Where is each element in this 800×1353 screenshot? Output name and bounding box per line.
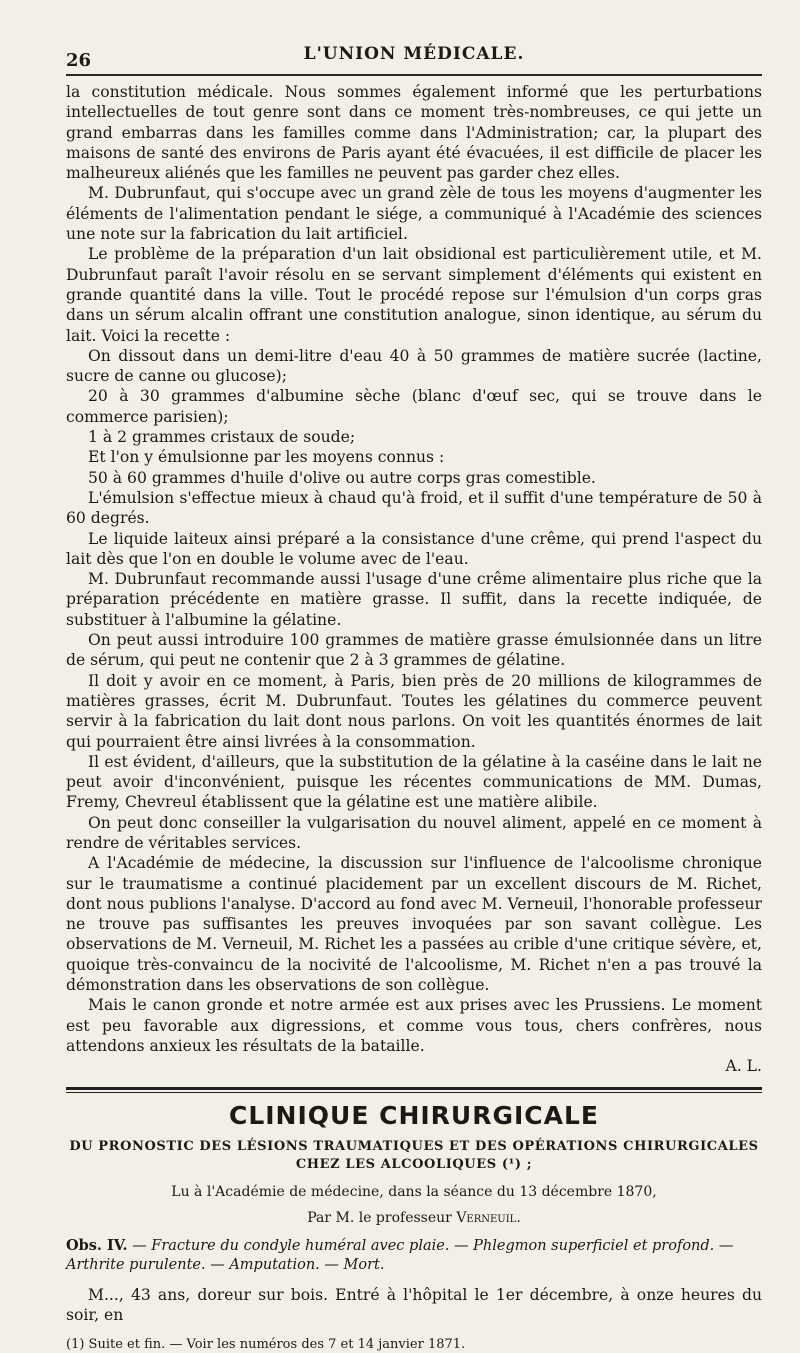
observation-text: — Fracture du condyle huméral avec plaie. — Phlegmon superficiel et profond. — Arthrite purulente. — Amputation. — Mort.	[66, 1237, 734, 1273]
article-title: DU PRONOSTIC DES LÉSIONS TRAUMATIQUES ET DES OPÉRATIONS CHIRURGICALES CHEZ LES ALCOOLIQUES (¹) ;	[69, 1138, 759, 1172]
paragraph: L'émulsion s'effectue mieux à chaud qu'à froid, et il suffit d'une température de 50 à 60 degrés.	[66, 488, 762, 528]
paragraph: 50 à 60 grammes d'huile d'olive ou autre corps gras comestible.	[88, 468, 596, 487]
paragraph: M. Dubrunfaut recommande aussi l'usage d'une crême alimentaire plus riche que la préparation précédente en matière grasse. Il suffit, dans la recette indiquée, de substituer à l'albumine la gélatine.	[66, 570, 762, 629]
paragraph: 1 à 2 grammes cristaux de soude;	[88, 428, 356, 447]
paragraph: Le liquide laiteux ainsi préparé a la consistance d'une crême, qui prend l'aspect du lait dès que l'on en double le volume avec de l'eau.	[66, 529, 762, 568]
section-divider	[66, 1087, 762, 1093]
paragraph: On peut donc conseiller la vulgarisation du nouvel aliment, appelé en ce moment à rendre de véritables services.	[66, 813, 762, 852]
article-subtitle: Lu à l'Académie de médecine, dans la séance du 13 décembre 1870,	[171, 1183, 657, 1200]
footnote: (1) Suite et fin. — Voir les numéros des 7 et 14 janvier 1871.	[66, 1336, 466, 1352]
section-title: CLINIQUE CHIRURGICALE	[228, 1100, 600, 1130]
author-name: Verneuil.	[456, 1209, 521, 1226]
page-header	[66, 42, 762, 72]
header-rule	[66, 74, 762, 76]
paragraph: la constitution médicale. Nous sommes également informé que les perturbations intellectuelles de tout genre sont dans ce moment très-nombreuses, ce qui jette un grand embarras dans les familles comme dans l'Administration; car, la plupart des maisons de santé des environs de Paris ayant été évacuées, il est difficile de placer les malheureux aliénés que les familles ne peuvent pas garder chez elles.	[66, 83, 762, 183]
paragraph: A l'Académie de médecine, la discussion sur l'influence de l'alcoolisme chronique sur le traumatisme a continué placidement par un excellent discours de M. Richet, dont nous publions l'analyse. D'accord au fond avec M. Verneuil, l'honorable professeur ne trouve pas suffisantes les preuves invoquées par son savant collègue. Les observations de M. Verneuil, M. Richet les a passées au crible d'une critique sévère, et, quoique très-convaincu de la nocivité de l'alcoolisme, M. Richet n'en a pas trouvé la démonstration dans les observations de son collègue.	[66, 854, 762, 995]
author-prefix: Par M. le professeur	[307, 1209, 452, 1226]
page-number: 26	[66, 50, 92, 71]
paragraph: 20 à 30 grammes d'albumine sèche (blanc d'œuf sec, qui se trouve dans le commerce parisien);	[66, 387, 762, 426]
paragraph: M. Dubrunfaut, qui s'occupe avec un grand zèle de tous les moyens d'augmenter les éléments de l'alimentation pendant le siége, a communiqué à l'Académie des sciences une note sur la fabrication du lait artificiel.	[66, 184, 762, 244]
signature: A. L.	[725, 1057, 762, 1076]
paragraph: Mais le canon gronde et notre armée est aux prises avec les Prussiens. Le moment est peu favorable aux digressions, et comme vous tous, chers confrères, nous attendons anxieux les résultats de la bataille.	[66, 996, 762, 1055]
case-text: M..., 43 ans, doreur sur bois. Entré à l'hôpital le 1er décembre, à onze heures du soir, en	[66, 1285, 762, 1324]
article-body	[66, 82, 762, 1077]
paragraph: On dissout dans un demi-litre d'eau 40 à 50 grammes de matière sucrée (lactine, sucre de canne ou glucose);	[66, 346, 762, 386]
paragraph: Il doit y avoir en ce moment, à Paris, bien près de 20 millions de kilogrammes de matières grasses, écrit M. Dubrunfaut. Toutes les gélatines du commerce peuvent servir à la fabrication du lait dont nous parlons. On voit les quantités énormes de lait qui pourraient être ainsi livrées à la consommation.	[66, 671, 762, 751]
observation-heading	[66, 1236, 762, 1275]
article-author	[66, 1210, 762, 1226]
paragraph: Il est évident, d'ailleurs, que la substitution de la gélatine à la caséine dans le lait ne peut avoir d'inconvénient, puisque les récentes communications de MM. Dumas, Fremy, Chevreul établissent que la gélatine est une matière alibile.	[66, 752, 762, 812]
signature-line	[66, 1056, 762, 1076]
paragraph: Et l'on y émulsionne par les moyens connus :	[88, 448, 445, 467]
running-title: L'UNION MÉDICALE.	[303, 44, 525, 64]
paragraph: Le problème de la préparation d'un lait obsidional est particulièrement utile, et M. Dubrunfaut paraît l'avoir résolu en se servant simplement d'éléments qui existent en grande quantité dans la ville. Tout le procédé repose sur l'émulsion d'un corps gras dans un sérum alcalin offrant une constitution analogue, sinon identique, au sérum du lait. Voici la recette :	[66, 245, 762, 345]
paragraph: On peut aussi introduire 100 grammes de matière grasse émulsionnée dans un litre de sérum, qui peut ne contenir que 2 à 3 grammes de gélatine.	[66, 631, 762, 670]
observation-label: Obs. IV.	[66, 1236, 128, 1254]
